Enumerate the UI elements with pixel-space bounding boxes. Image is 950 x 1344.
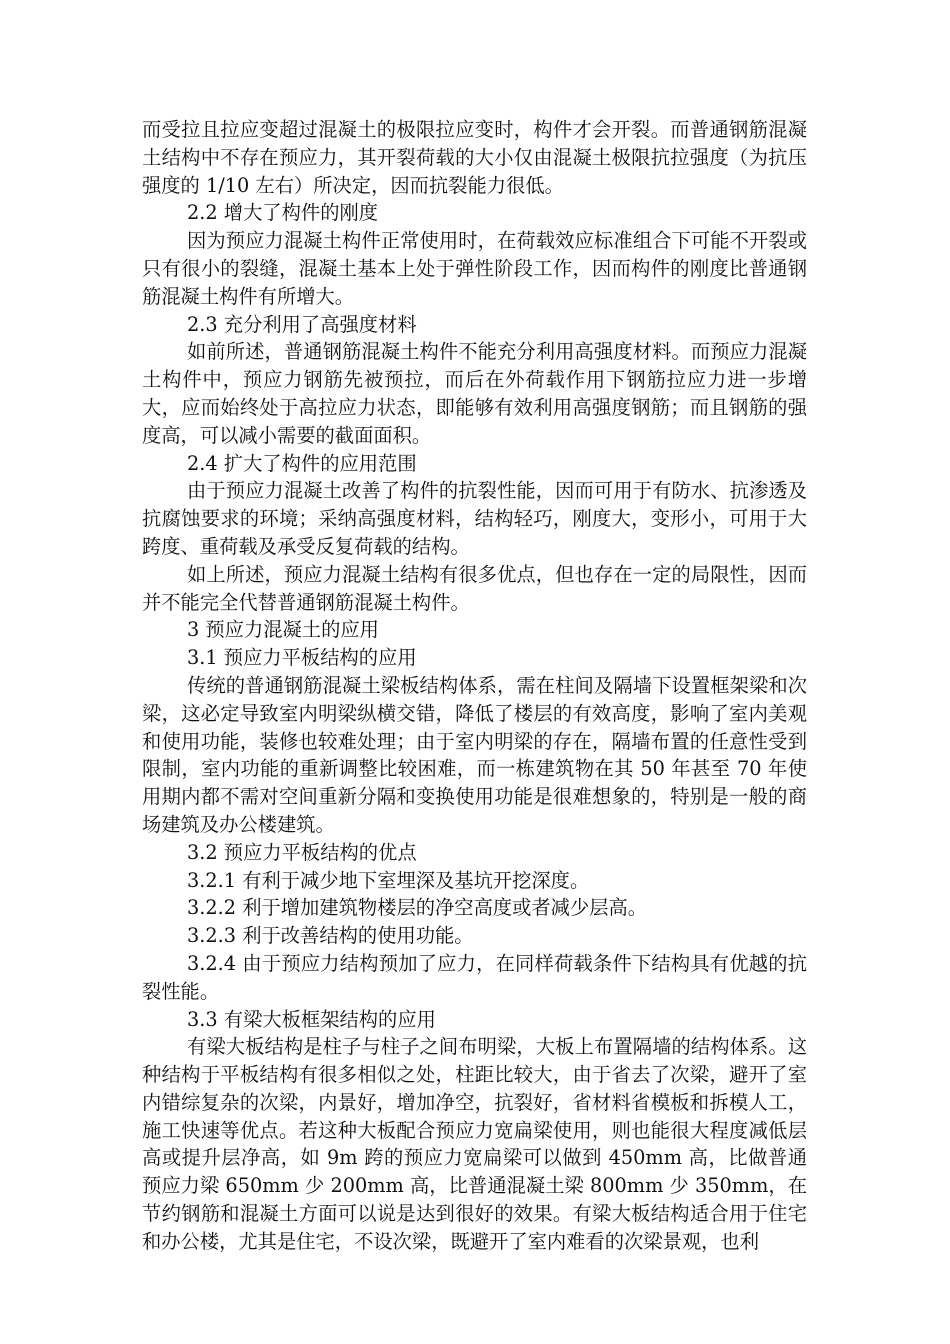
paragraph-application-range: 由于预应力混凝土改善了构件的抗裂性能，因而可用于有防水、抗渗透及抗腐蚀要求的环境；采纳高强度材料，结构轻巧，刚度大，变形小，可用于大跨度、重荷载及承受反复荷载的结构。 bbox=[142, 479, 807, 558]
paragraph-crack-resistance-end: 而受拉且拉应变超过混凝土的极限拉应变时，构件才会开裂。而普通钢筋混凝土结构中不存在预应力，其开裂荷载的大小仅由混凝土极限抗拉强度（为抗压强度的 1/10 左右）所决定，因而抗裂能力很低。 bbox=[142, 118, 807, 197]
paragraph-high-strength: 如前所述，普通钢筋混凝土构件不能充分利用高强度材料。而预应力混凝土构件中，预应力钢筋先被预拉，而后在外荷载作用下钢筋拉应力进一步增大，应而始终处于高拉应力状态，即能够有效利用高强度钢筋；而且钢筋的强度高，可以减小需要的截面面积。 bbox=[142, 340, 807, 447]
heading-2-3: 2.3 充分利用了高强度材料 bbox=[187, 312, 417, 336]
heading-2-2: 2.2 增大了构件的刚度 bbox=[187, 201, 379, 225]
heading-3: 3 预应力混凝土的应用 bbox=[187, 618, 379, 642]
heading-3-1: 3.1 预应力平板结构的应用 bbox=[187, 646, 417, 670]
paragraph-beam-slab: 有梁大板结构是柱子与柱子之间布明梁，大板上布置隔墙的结构体系。这种结构于平板结构有很多相似之处，柱距比较大，由于省去了次梁，避开了室内错综复杂的次梁，内景好，增加净空，抗裂好，省材料省模板和拆模人工，施工快速等优点。若这种大板配合预应力宽扁梁使用，则也能很大程度减低层高或提升层净高，如 9m 跨的预应力宽扁梁可以做到 450mm 高，比做普通预应力梁 650mm 少 200mm 高，比普通混凝土梁 800mm 少 350mm，在节约钢筋和混凝土方面可以说是达到很好的效果。有梁大板结构适合用于住宅和办公楼，尤其是住宅，不设次梁，既避开了室内难看的次梁景观，也利 bbox=[142, 1035, 807, 1253]
heading-3-2: 3.2 预应力平板结构的优点 bbox=[187, 840, 417, 864]
item-3-2-2: 3.2.2 利于增加建筑物楼层的净空高度或者减少层高。 bbox=[187, 896, 648, 920]
heading-3-3: 3.3 有梁大板框架结构的应用 bbox=[187, 1007, 436, 1031]
document-body bbox=[142, 116, 807, 1256]
item-3-2-1: 3.2.1 有利于减少地下室埋深及基坑开挖深度。 bbox=[187, 868, 590, 892]
paragraph-summary: 如上所述，预应力混凝土结构有很多优点，但也存在一定的局限性，因而并不能完全代替普通钢筋混凝土构件。 bbox=[142, 562, 807, 614]
item-3-2-4: 3.2.4 由于预应力结构预加了应力，在同样荷载条件下结构具有优越的抗裂性能。 bbox=[142, 951, 807, 1003]
paragraph-stiffness: 因为预应力混凝土构件正常使用时，在荷载效应标准组合下可能不开裂或只有很小的裂缝，混凝土基本上处于弹性阶段工作，因而构件的刚度比普通钢筋混凝土构件有所增大。 bbox=[142, 229, 807, 308]
heading-2-4: 2.4 扩大了构件的应用范围 bbox=[187, 451, 417, 475]
paragraph-flat-slab: 传统的普通钢筋混凝土梁板结构体系，需在柱间及隔墙下设置框架梁和次梁，这必定导致室内明梁纵横交错，降低了楼层的有效高度，影响了室内美观和使用功能，装修也较难处理；由于室内明梁的存在，隔墙布置的任意性受到限制，室内功能的重新调整比较困难，而一栋建筑物在其 50 年甚至 70 年使用期内都不需对空间重新分隔和变换使用功能是很难想象的，特别是一般的商场建筑及办公楼建筑。 bbox=[142, 673, 807, 836]
item-3-2-3: 3.2.3 利于改善结构的使用功能。 bbox=[187, 924, 474, 948]
